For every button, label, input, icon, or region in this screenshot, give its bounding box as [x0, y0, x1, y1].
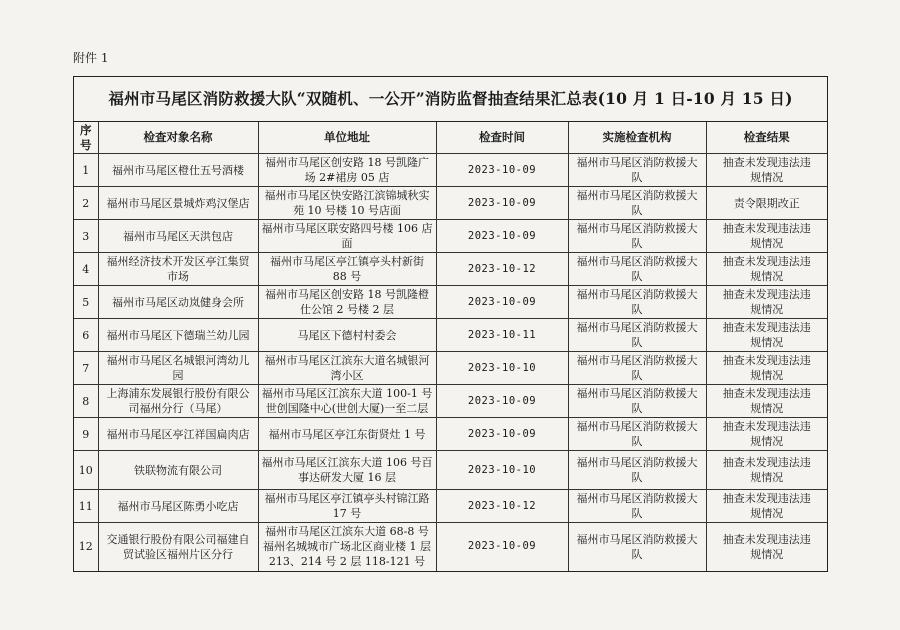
cell-date: 2023-10-09	[436, 220, 568, 253]
cell-result: 抽查未发现违法违规情况	[706, 319, 827, 352]
cell-address: 福州市马尾区亭江镇亭头村锦江路 17 号	[258, 490, 436, 523]
cell-date: 2023-10-09	[436, 385, 568, 418]
cell-date: 2023-10-09	[436, 187, 568, 220]
cell-result: 抽查未发现违法违规情况	[706, 385, 827, 418]
cell-org: 福州市马尾区消防救援大队	[568, 352, 706, 385]
cell-org: 福州市马尾区消防救援大队	[568, 319, 706, 352]
table-row	[74, 286, 827, 319]
cell-org: 福州市马尾区消防救援大队	[568, 385, 706, 418]
cell-no: 12	[74, 523, 98, 571]
cell-org: 福州市马尾区消防救援大队	[568, 451, 706, 490]
cell-org: 福州市马尾区消防救援大队	[568, 154, 706, 187]
cell-result: 抽查未发现违法违规情况	[706, 286, 827, 319]
table-row	[74, 490, 827, 523]
attachment-label: 附件 1	[73, 51, 109, 65]
table-row	[74, 385, 827, 418]
header-address: 单位地址	[258, 122, 436, 154]
cell-org: 福州市马尾区消防救援大队	[568, 523, 706, 571]
cell-org: 福州市马尾区消防救援大队	[568, 286, 706, 319]
cell-result: 抽查未发现违法违规情况	[706, 154, 827, 187]
cell-no: 4	[74, 253, 98, 286]
cell-address: 福州市马尾区江滨东大道名城银河湾小区	[258, 352, 436, 385]
cell-result: 抽查未发现违法违规情况	[706, 253, 827, 286]
cell-no: 2	[74, 187, 98, 220]
table-row	[74, 451, 827, 490]
cell-address: 福州市马尾区创安路 18 号凯隆广场 2#裙房 05 店	[258, 154, 436, 187]
cell-name: 铁联物流有限公司	[98, 451, 258, 490]
table-row	[74, 352, 827, 385]
header-org: 实施检查机构	[568, 122, 706, 154]
cell-address: 福州市马尾区亭江东街贤灶 1 号	[258, 418, 436, 451]
cell-date: 2023-10-10	[436, 352, 568, 385]
cell-org: 福州市马尾区消防救援大队	[568, 253, 706, 286]
header-result: 检查结果	[706, 122, 827, 154]
table-row	[74, 220, 827, 253]
cell-address: 福州市马尾区江滨东大道 100-1 号世创国隆中心(世创大厦)一至二层	[258, 385, 436, 418]
cell-no: 9	[74, 418, 98, 451]
cell-org: 福州市马尾区消防救援大队	[568, 490, 706, 523]
cell-address: 福州市马尾区亭江镇亭头村新街 88 号	[258, 253, 436, 286]
cell-date: 2023-10-09	[436, 286, 568, 319]
cell-name: 福州市马尾区橙仕五号酒楼	[98, 154, 258, 187]
cell-no: 3	[74, 220, 98, 253]
cell-address: 马尾区下德村村委会	[258, 319, 436, 352]
cell-no: 7	[74, 352, 98, 385]
cell-result: 抽查未发现违法违规情况	[706, 220, 827, 253]
cell-org: 福州市马尾区消防救援大队	[568, 187, 706, 220]
cell-date: 2023-10-12	[436, 253, 568, 286]
cell-name: 福州市马尾区天洪包店	[98, 220, 258, 253]
cell-date: 2023-10-09	[436, 523, 568, 571]
cell-org: 福州市马尾区消防救援大队	[568, 418, 706, 451]
cell-name: 福州市马尾区景城炸鸡汉堡店	[98, 187, 258, 220]
table-row	[74, 187, 827, 220]
cell-result: 抽查未发现违法违规情况	[706, 523, 827, 571]
table-row	[74, 154, 827, 187]
cell-date: 2023-10-11	[436, 319, 568, 352]
inspection-results-table	[74, 122, 827, 571]
table-row	[74, 523, 827, 571]
cell-date: 2023-10-09	[436, 154, 568, 187]
cell-result: 抽查未发现违法违规情况	[706, 418, 827, 451]
cell-no: 11	[74, 490, 98, 523]
cell-date: 2023-10-09	[436, 418, 568, 451]
cell-name: 交通银行股份有限公司福建自贸试验区福州片区分行	[98, 523, 258, 571]
header-name: 检查对象名称	[98, 122, 258, 154]
cell-no: 8	[74, 385, 98, 418]
cell-result: 责令限期改正	[706, 187, 827, 220]
results-sheet	[73, 76, 828, 572]
cell-address: 福州市马尾区江滨东大道 68-8 号福州名城城市广场北区商业楼 1 层 213、214 号 2 层 118-121 号	[258, 523, 436, 571]
document-title: 福州市马尾区消防救援大队“双随机、一公开”消防监督抽查结果汇总表(10 月 1 日-10 月 15 日)	[74, 77, 827, 122]
table-row	[74, 253, 827, 286]
header-no: 序号	[74, 122, 98, 154]
cell-name: 福州市马尾区动岚健身会所	[98, 286, 258, 319]
cell-name: 上海浦东发展银行股份有限公司福州分行（马尾）	[98, 385, 258, 418]
cell-address: 福州市马尾区快安路江滨锦城秋实苑 10 号楼 10 号店面	[258, 187, 436, 220]
cell-address: 福州市马尾区联安路四号楼 106 店面	[258, 220, 436, 253]
cell-org: 福州市马尾区消防救援大队	[568, 220, 706, 253]
cell-address: 福州市马尾区江滨东大道 106 号百事达研发大厦 16 层	[258, 451, 436, 490]
cell-name: 福州市马尾区亭江祥国扁肉店	[98, 418, 258, 451]
cell-date: 2023-10-10	[436, 451, 568, 490]
cell-name: 福州市马尾区下德瑞兰幼儿园	[98, 319, 258, 352]
header-date: 检查时间	[436, 122, 568, 154]
cell-no: 1	[74, 154, 98, 187]
cell-no: 6	[74, 319, 98, 352]
table-header-row	[74, 122, 827, 154]
cell-name: 福州经济技术开发区亭江集贸市场	[98, 253, 258, 286]
cell-address: 福州市马尾区创安路 18 号凯隆橙仕公馆 2 号楼 2 层	[258, 286, 436, 319]
cell-name: 福州市马尾区名城银河湾幼儿园	[98, 352, 258, 385]
cell-no: 5	[74, 286, 98, 319]
cell-no: 10	[74, 451, 98, 490]
cell-result: 抽查未发现违法违规情况	[706, 451, 827, 490]
table-row	[74, 319, 827, 352]
cell-result: 抽查未发现违法违规情况	[706, 352, 827, 385]
cell-name: 福州市马尾区陈勇小吃店	[98, 490, 258, 523]
table-row	[74, 418, 827, 451]
cell-result: 抽查未发现违法违规情况	[706, 490, 827, 523]
cell-date: 2023-10-12	[436, 490, 568, 523]
